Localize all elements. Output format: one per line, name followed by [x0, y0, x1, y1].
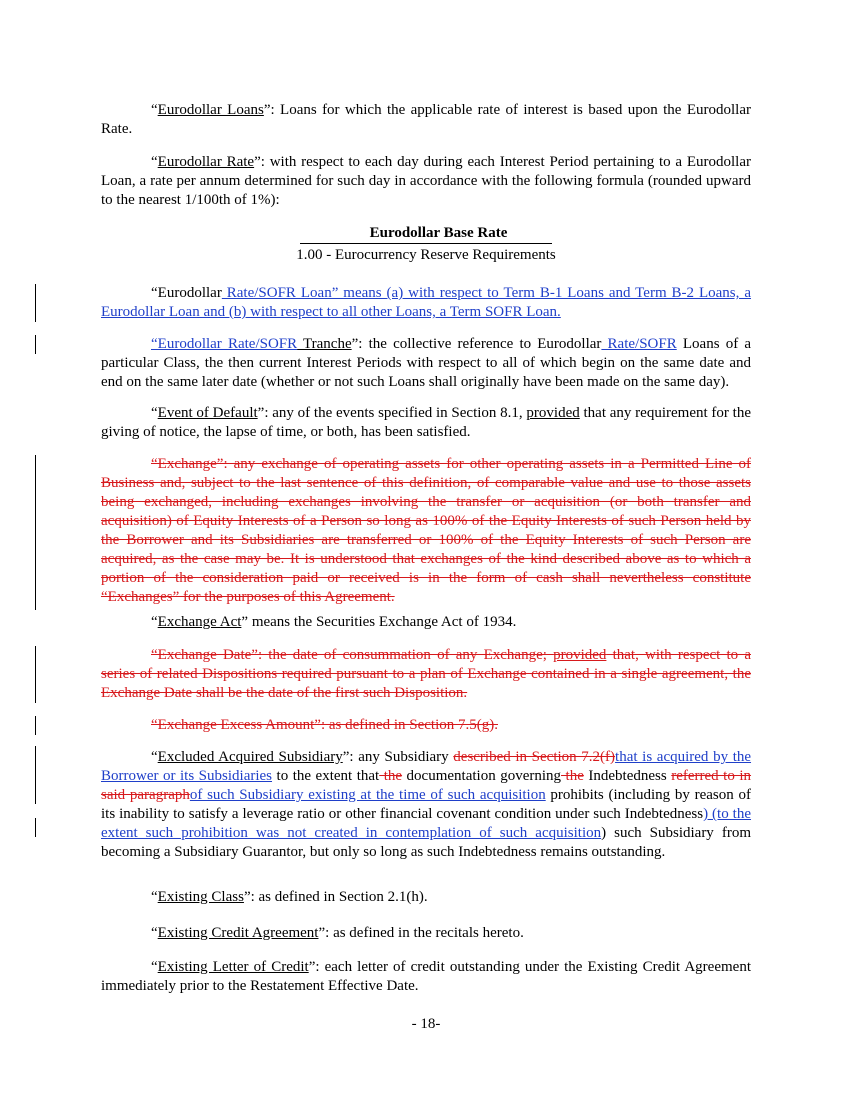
- defined-term: Eurodollar Rate: [157, 154, 255, 170]
- defined-term: Existing Letter of Credit: [157, 959, 309, 975]
- deleted-text: referred to in said paragraph: [101, 768, 752, 803]
- definition-existing-letter-of-credit: “Existing Letter of Credit”: each letter of credit outstanding under the Existing Credit Agreement immediately prior to the Restatement Effective Date.: [101, 959, 751, 994]
- formula-denominator: 1.00 - Eurocurrency Reserve Requirements: [296, 247, 556, 263]
- definition-existing-credit-agreement: “Existing Credit Agreement”: as defined in the recitals hereto.: [151, 925, 524, 941]
- change-bar: [35, 818, 36, 837]
- change-bar: [35, 646, 36, 703]
- definition-excluded-acquired-subsidiary: “Excluded Acquired Subsidiary”: any Subsidiary described in Section 7.2(f)that is acquired by the Borrower or its Subsidiaries to the extent that the documentation governing the Indebtedness referred to in said paragraphof such Subsidiary existing at the time of such acquisition prohibits (including by reason of its inability to satisfy a leverage ratio or other financial covenant condition under such Indebtedness) (to the extent such prohibition was not created in contemplation of such acquisition) such Subsidiary from becoming a Subsidiary Guarantor, but only so long as such Indebtedness remains outstanding.: [101, 749, 752, 860]
- deleted-text: provided: [553, 647, 607, 663]
- definition-existing-class: “Existing Class”: as defined in Section 2.1(h).: [151, 889, 428, 905]
- deleted-text: described in Section 7.2(f): [453, 749, 616, 765]
- inserted-text: “Eurodollar Rate/SOFR: [151, 336, 298, 352]
- change-bar: [35, 335, 36, 354]
- page-number: - 18-: [411, 1016, 441, 1032]
- deleted-text: “Exchange Excess Amount”: as defined in Section 7.5(g).: [151, 717, 498, 733]
- deleted-text: “Exchange Date”: the date of consummation of any Exchange;: [151, 647, 554, 663]
- inserted-text: Rate/SOFR: [601, 336, 677, 352]
- defined-term: Existing Credit Agreement: [157, 925, 319, 941]
- defined-term: Exchange Act: [157, 614, 242, 630]
- inserted-text: Rate/SOFR Loan” means (a) with respect to Term B-1 Loans and Term B-2 Loans, a Eurodollar Loan and (b) with respect to all other Loans, a Term SOFR Loan.: [101, 285, 751, 320]
- definition-exchange-act: “Exchange Act” means the Securities Exchange Act of 1934.: [151, 614, 517, 630]
- definition-eurodollar-rate: “Eurodollar Rate”: with respect to each day during each Interest Period pertaining to a Eurodollar Loan, a rate per annum determined for such day in accordance with the following formula (rounded upward to the nearest 1/100th of 1%):: [101, 154, 752, 208]
- definition-event-of-default: “Event of Default”: any of the events specified in Section 8.1, provided that any requirement for the giving of notice, the lapse of time, or both, has been satisfied.: [101, 405, 751, 440]
- definition-tranche: “Eurodollar Rate/SOFR Tranche”: the collective reference to Eurodollar Rate/SOFR Loans of a particular Class, the then current Interest Periods with respect to all of which begin on the same date and end on the same later date (whether or not such Loans shall originally have been made on the same day).: [101, 336, 751, 390]
- deleted-text: “Exchange”: any exchange of operating assets for other operating assets in a Permitted Line of Business and, subject to the last sentence of this definition, of comparable value and use to those assets being exchanged, including exchanges involving the transfer or acquisition (or both transfer and acquisition) of Equity Interests of a Person so long as 100% of the Equity Interests of such Person held by the Borrower and its Subsidiaries are transferred or 100% of the Equity Interests of such Person are acquired, as the case may be. It is understood that exchanges of the kind described above as to which a portion of the consideration paid or received is in the form of cash shall nevertheless constitute “Exchanges” for the purposes of this Agreement.: [101, 456, 751, 605]
- change-bar: [35, 746, 36, 804]
- change-bar: [35, 716, 36, 735]
- formula-numerator: Eurodollar Base Rate: [101, 224, 751, 244]
- deleted-text: that, with respect to a series of related Dispositions required pursuant to a plan of Exchange contained in a single agreement, the Exchange Date shall be the date of the first such Disposition.: [101, 647, 751, 701]
- definition-exchange-deleted: [101, 455, 751, 607]
- inserted-text: of such Subsidiary existing at the time of such acquisition: [189, 787, 546, 803]
- inserted-text: that is acquired by the Borrower or its Subsidiaries: [101, 749, 752, 784]
- defined-term: Excluded Acquired Subsidiary: [157, 749, 343, 765]
- defined-term: Eurodollar Loans: [157, 102, 264, 118]
- defined-term: Tranche: [297, 336, 352, 352]
- deleted-text: the: [561, 768, 584, 784]
- definition-exchange-date-deleted: [101, 646, 751, 703]
- definition-eurodollar-sofr-loan: “Eurodollar Rate/SOFR Loan” means (a) with respect to Term B-1 Loans and Term B-2 Loans, a Eurodollar Loan and (b) with respect to all other Loans, a Term SOFR Loan.: [101, 285, 751, 320]
- change-bar: [35, 455, 36, 610]
- definition-eurodollar-loans: “Eurodollar Loans”: Loans for which the applicable rate of interest is based upon the Eurodollar Rate.: [101, 102, 751, 137]
- inserted-text: ) (to the extent such prohibition was not created in contemplation of such acquisition: [101, 806, 752, 841]
- defined-term: Existing Class: [157, 889, 244, 905]
- change-bar: [35, 284, 36, 322]
- defined-term: Event of Default: [157, 405, 258, 421]
- deleted-text: the: [379, 768, 403, 784]
- definition-exchange-excess-deleted: [101, 716, 751, 735]
